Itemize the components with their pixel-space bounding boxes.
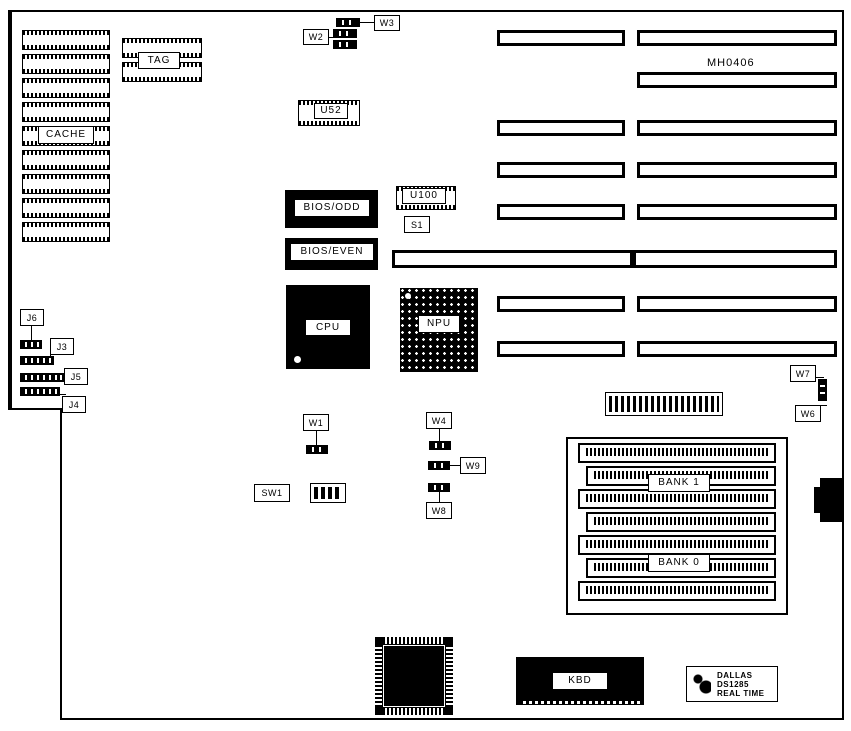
lead-w3: [360, 22, 374, 23]
expansion-slot: [637, 204, 837, 220]
board-notch-side: [60, 408, 62, 720]
bank0-label: BANK 0: [648, 554, 710, 572]
cpu-label: CPU: [305, 319, 351, 336]
connector-label-j4[interactable]: J4: [62, 396, 86, 413]
kbd-pins: [520, 701, 640, 704]
sw1-label[interactable]: SW1: [254, 484, 290, 502]
jumper-label-w1[interactable]: W1: [303, 414, 329, 431]
sram-chip: [22, 102, 110, 122]
jumper-w4-pins[interactable]: [429, 441, 451, 450]
connector-j6-pins[interactable]: [20, 340, 42, 349]
lead-w4: [439, 429, 440, 441]
u52-label: U52: [314, 103, 348, 119]
sram-chip: [22, 78, 110, 98]
simm-socket[interactable]: [578, 535, 776, 555]
board-edge-right-upper: [842, 10, 844, 480]
expansion-slot: [637, 341, 837, 357]
expansion-slot: [497, 162, 625, 178]
lead-w2: [329, 37, 335, 38]
chipset-qfp: [375, 637, 453, 715]
jumper-w8-pins[interactable]: [428, 483, 450, 492]
bank1-label: BANK 1: [648, 474, 710, 492]
dip-switch-sw1[interactable]: [310, 483, 346, 503]
simm-socket[interactable]: [578, 581, 776, 601]
expansion-slot: [637, 72, 837, 88]
expansion-slot: [637, 296, 837, 312]
bios-odd-label: BIOS/ODD: [294, 199, 370, 217]
din-connector-stem: [814, 487, 822, 513]
cpu-pin1-marker: [294, 356, 301, 363]
npu-pin1-marker: [405, 293, 411, 299]
simm-socket[interactable]: [578, 489, 776, 509]
memory-expansion-slot: [392, 250, 837, 268]
jumper-label-w2[interactable]: W2: [303, 29, 329, 45]
dallas-line1: DALLAS: [717, 671, 753, 680]
jumper-w2-pins[interactable]: [333, 29, 357, 38]
sram-chip: [22, 222, 110, 242]
board-edge-right-lower: [842, 520, 844, 720]
lead-j6: [31, 326, 32, 340]
jumper-label-w3[interactable]: W3: [374, 15, 400, 31]
jumper-label-w8[interactable]: W8: [426, 502, 452, 519]
expansion-slot: [637, 162, 837, 178]
sram-chip: [22, 30, 110, 50]
connector-j4-pins[interactable]: [20, 387, 60, 396]
sram-chip: [22, 174, 110, 194]
dallas-logo-icon: [693, 673, 711, 695]
expansion-slot: [637, 120, 837, 136]
pin-header[interactable]: [605, 392, 723, 416]
lead-w1: [316, 431, 317, 445]
board-edge-bottom: [60, 718, 844, 720]
simm-socket[interactable]: [578, 443, 776, 463]
sram-chip: [22, 150, 110, 170]
connector-j3-pins[interactable]: [20, 356, 54, 365]
bios-even-label: BIOS/EVEN: [290, 243, 374, 261]
jumper-w9-pins[interactable]: [428, 461, 450, 470]
board-notch-top: [8, 408, 62, 410]
u100-label: U100: [402, 188, 446, 204]
lead-w6: [821, 405, 827, 406]
connector-label-j5[interactable]: J5: [64, 368, 88, 385]
simm-socket[interactable]: [586, 512, 776, 532]
lead-w9: [450, 465, 460, 466]
board-edge-left: [8, 10, 10, 410]
connector-j5-pins[interactable]: [20, 373, 64, 382]
din-connector: [820, 478, 844, 522]
expansion-slot: [497, 120, 625, 136]
dallas-line3: REAL TIME: [717, 689, 765, 698]
connector-label-j6[interactable]: J6: [20, 309, 44, 326]
npu-label: NPU: [418, 315, 460, 333]
slot-key: [630, 250, 636, 268]
dallas-rtc-module: [686, 666, 778, 702]
jumper-label-w7[interactable]: W7: [790, 365, 816, 382]
expansion-slot: [497, 296, 625, 312]
kbd-label: KBD: [552, 672, 608, 690]
cache-label: CACHE: [38, 126, 94, 144]
lead-w7: [816, 377, 824, 378]
jumper-label-w4[interactable]: W4: [426, 412, 452, 429]
tag-label: TAG: [138, 52, 180, 69]
connector-label-j3[interactable]: J3: [50, 338, 74, 355]
expansion-slot: [497, 204, 625, 220]
lead-j3: [50, 352, 51, 358]
s1-label[interactable]: S1: [404, 216, 430, 233]
jumper-label-w6[interactable]: W6: [795, 405, 821, 422]
sram-chip: [22, 198, 110, 218]
lead-j4: [60, 394, 66, 395]
sram-chip: [22, 54, 110, 74]
expansion-slot: [497, 30, 625, 46]
jumper-w2-pins-row2[interactable]: [333, 40, 357, 49]
jumper-w7-pins[interactable]: [818, 379, 827, 401]
jumper-w3-pins[interactable]: [336, 18, 360, 27]
expansion-slot: [497, 341, 625, 357]
board-model-label: MH0406: [707, 57, 755, 69]
dallas-line2: DS1285: [717, 680, 749, 689]
jumper-w1-pins[interactable]: [306, 445, 328, 454]
board-edge-top: [8, 10, 844, 12]
expansion-slot: [637, 30, 837, 46]
jumper-label-w9[interactable]: W9: [460, 457, 486, 474]
lead-w8: [439, 492, 440, 502]
